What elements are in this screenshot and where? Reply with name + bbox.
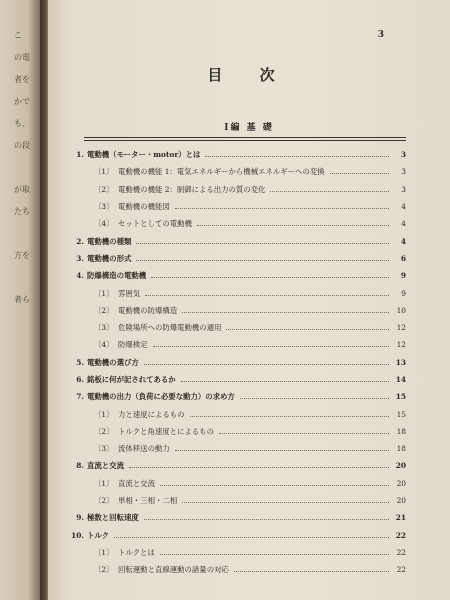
toc-entry-label: 回転運動と直線運動の諸量の対応	[118, 565, 229, 575]
toc-entry-number: 〔2〕	[94, 184, 114, 194]
toc-entry-label: 銘板に何が記されてあるか	[87, 375, 176, 384]
left-page-text-fragment: 者ら	[14, 295, 30, 304]
toc-entry[interactable]	[70, 388, 406, 405]
page-number: 3	[377, 30, 384, 40]
toc-dot-leader	[197, 225, 389, 226]
toc-dot-leader	[175, 208, 389, 209]
left-page-text-fragment: 方を	[14, 251, 30, 260]
toc-dot-leader	[136, 260, 389, 261]
toc-entry-number: 〔3〕	[94, 323, 114, 333]
toc-entry-number: 3.	[76, 253, 84, 263]
toc-entry-page: 21	[395, 513, 406, 523]
toc-entry-number: 5.	[76, 357, 84, 367]
toc-entry-number: 〔1〕	[94, 547, 114, 557]
left-page-text-fragment: が取	[14, 185, 30, 194]
toc-entry[interactable]	[70, 146, 406, 163]
toc-entry-label: 電動機の機能 1：電気エネルギーから機械エネルギーへの変換	[118, 167, 325, 177]
left-page-text-fragment: たち	[14, 207, 30, 216]
toc-entry-page: 12	[396, 340, 406, 350]
toc-entry[interactable]	[70, 492, 406, 509]
toc-entry-label: 雰囲気	[118, 288, 141, 298]
toc-entry-number: 1.	[76, 150, 84, 160]
toc-dot-leader	[181, 381, 389, 382]
toc-entry-label: 防爆検定	[118, 340, 148, 350]
toc-entry-number: 6.	[76, 375, 84, 384]
toc-entry-number: 8.	[76, 461, 84, 471]
toc-entry-label: 流体移送の動力	[118, 444, 170, 454]
toc-entry[interactable]	[70, 250, 406, 267]
toc-entry-label: 電動機の防爆構造	[118, 305, 178, 315]
toc-entry[interactable]	[70, 544, 406, 561]
toc-entry-label: 危険場所への防爆電動機の適用	[118, 323, 222, 333]
section-heading: I編 基 礎	[224, 123, 274, 133]
toc-entry-page: 4	[401, 202, 406, 212]
toc-dot-leader	[234, 571, 389, 572]
toc-dot-leader	[153, 346, 389, 347]
toc-entry[interactable]	[70, 354, 406, 371]
toc-entry-page: 9	[400, 271, 406, 281]
toc-entry-number: 2.	[76, 236, 84, 246]
toc-entry[interactable]	[70, 440, 406, 457]
left-page-text-fragment: こ	[14, 31, 22, 40]
toc-entry-label: 電動機の出力（負荷に必要な動力）の求め方	[87, 392, 235, 402]
left-page-text-fragment: の段	[14, 141, 30, 150]
toc-entry-label: トルクと角速度とによるもの	[118, 426, 214, 436]
toc-entry[interactable]	[70, 215, 406, 232]
toc-entry[interactable]	[70, 232, 406, 249]
toc-entry[interactable]	[70, 284, 406, 301]
toc-dot-leader	[182, 502, 389, 503]
section-rule	[84, 137, 406, 141]
toc-entry-page: 22	[396, 547, 406, 557]
toc-entry-label: トルク	[87, 530, 110, 540]
toc-entry-page: 15	[396, 409, 406, 419]
toc-entry-label: セットとしての電動機	[118, 219, 192, 229]
toc-entry-label: 電動機の種類	[87, 236, 132, 246]
toc-entry-number: 〔4〕	[94, 340, 114, 350]
toc-entry-label: 防爆構造の電動機	[87, 271, 147, 281]
toc-dot-leader	[160, 485, 389, 486]
toc-entry-page: 22	[395, 530, 406, 540]
toc-entry-number: 〔2〕	[94, 565, 114, 575]
left-page-text-fragment: の電	[14, 53, 30, 62]
toc-dot-leader	[144, 519, 389, 520]
toc-entry-number: 〔3〕	[94, 444, 114, 454]
toc-dot-leader	[129, 467, 389, 468]
toc-entry-page: 12	[396, 323, 406, 333]
left-page-text-fragment: 者を	[14, 75, 30, 84]
toc-dot-leader	[144, 364, 389, 365]
toc-entry-label: 電動機の形式	[87, 253, 132, 263]
toc-entry[interactable]	[70, 302, 406, 319]
toc-entry[interactable]	[70, 336, 406, 353]
toc-dot-leader	[226, 329, 389, 330]
toc-entry-number: 4.	[76, 271, 84, 281]
toc-entry-page: 6	[400, 253, 406, 263]
toc-entry-page: 3	[401, 167, 406, 177]
toc-dot-leader	[330, 173, 389, 174]
toc-entry-number: 〔1〕	[94, 478, 114, 488]
toc-entry-label: 電動機の選び方	[87, 357, 139, 367]
toc-entry-page: 20	[395, 461, 406, 471]
toc-dot-leader	[270, 191, 389, 192]
toc-dot-leader	[145, 295, 389, 296]
toc-entry[interactable]	[70, 371, 406, 388]
toc-dot-leader	[136, 243, 389, 244]
toc-entry-number: 〔3〕	[94, 202, 114, 212]
toc-entry-number: 7.	[76, 392, 84, 402]
toc-entry-number: 10.	[71, 530, 84, 540]
toc-entry-number: 〔2〕	[94, 305, 114, 315]
toc-entry-label: 直流と交流	[118, 478, 155, 488]
left-page-text-fragment: かで	[14, 97, 30, 106]
toc-dot-leader	[114, 537, 389, 538]
toc-entry-page: 4	[401, 219, 406, 229]
toc-entry[interactable]	[70, 423, 406, 440]
toc-entry-page: 22	[396, 565, 406, 575]
toc-entry[interactable]	[70, 509, 406, 526]
toc-entry-number: 〔1〕	[94, 288, 114, 298]
toc-entry[interactable]	[70, 527, 406, 544]
toc-entry[interactable]	[70, 457, 406, 474]
toc-dot-leader	[190, 416, 389, 417]
toc-entry-page: 18	[396, 444, 406, 454]
toc-entry[interactable]	[70, 561, 406, 578]
toc-entry[interactable]	[70, 163, 406, 180]
toc-entry-page: 3	[400, 150, 406, 160]
toc-entry-number: 〔1〕	[94, 167, 114, 177]
toc-entry[interactable]	[70, 475, 406, 492]
toc-dot-leader	[182, 312, 389, 313]
toc-entry-page: 9	[401, 288, 406, 298]
toc-entry-page: 13	[395, 357, 406, 367]
toc-dot-leader	[160, 554, 389, 555]
toc-entry-page: 3	[401, 184, 406, 194]
toc-entry-label: 直流と交流	[87, 461, 124, 471]
toc-entry-label: 単相・三相・二相	[118, 496, 178, 506]
toc-entry-number: 〔4〕	[94, 219, 114, 229]
toc-entry-page: 10	[396, 305, 406, 315]
toc-entry-number: 9.	[76, 513, 84, 523]
toc-entry-label: 電動機の機能図	[118, 202, 170, 212]
left-page-edge	[0, 0, 40, 600]
toc-dot-leader	[219, 433, 389, 434]
toc-entry-page: 20	[396, 478, 406, 488]
toc-list	[70, 146, 406, 578]
toc-entry-label: 極数と回転速度	[87, 513, 139, 523]
toc-entry-page: 14	[395, 375, 406, 384]
toc-entry-number: 〔2〕	[94, 426, 114, 436]
toc-entry-page: 18	[396, 426, 406, 436]
left-page-text-fragment: も、	[14, 119, 30, 128]
toc-dot-leader	[240, 398, 389, 399]
toc-entry[interactable]	[70, 181, 406, 198]
toc-dot-leader	[151, 277, 389, 278]
toc-entry-page: 15	[395, 392, 406, 402]
toc-entry-number: 〔1〕	[94, 409, 114, 419]
toc-entry[interactable]	[70, 267, 406, 284]
toc-dot-leader	[175, 450, 389, 451]
toc-page	[48, 0, 450, 600]
toc-entry-page: 20	[396, 496, 406, 506]
toc-entry[interactable]	[70, 405, 406, 422]
page-title: 目 次	[207, 66, 291, 84]
toc-entry-label: トルクとは	[118, 547, 155, 557]
toc-entry[interactable]	[70, 319, 406, 336]
toc-entry[interactable]	[70, 198, 406, 215]
toc-entry-page: 4	[400, 236, 406, 246]
toc-entry-number: 〔2〕	[94, 496, 114, 506]
toc-entry-label: 電動機の機能 2：制御による出力の質の変化	[118, 184, 266, 194]
toc-dot-leader	[205, 156, 389, 157]
toc-entry-label: 力と速度によるもの	[118, 409, 185, 419]
toc-entry-label: 電動機（モーター・motor）とは	[87, 150, 201, 160]
